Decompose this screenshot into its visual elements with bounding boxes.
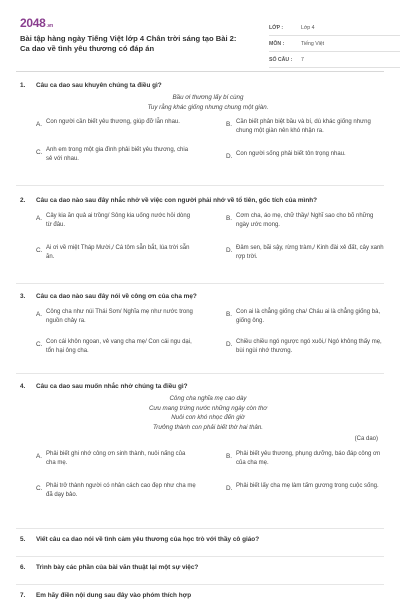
option-c[interactable]: C. Phải trở thành người có nhân cách cao đẹp như cha mẹ đã dạy bảo.: [36, 483, 196, 498]
option-b[interactable]: B. Cơm cha, áo mẹ, chữ thầy/ Nghĩ sao cho bõ những ngày ước mong.: [226, 213, 374, 228]
poem: Bầu ơi thương lấy bí cùng Tuy rằng khác giống nhưng chung một giàn.: [147, 94, 269, 111]
question-prompt: 1. Câu ca dao sau khuyên chúng ta điều gì?: [20, 82, 162, 89]
divider: [16, 373, 384, 374]
meta-row-question-count: SỐ CÂU : 7: [269, 52, 400, 68]
divider: [16, 185, 384, 186]
meta-row-grade: LỚP : Lớp 4: [269, 20, 400, 36]
option-c[interactable]: C. Con cái khôn ngoan, vẻ vang cha mẹ/ Con cái ngu dại, tổn hại ông cha.: [36, 339, 192, 354]
question-prompt: 5. Viết câu ca dao nói về tình cảm yêu thương của học trò với thầy cô giáo?: [20, 536, 260, 543]
option-c[interactable]: C. Ai ơi về miệt Tháp Mười,/ Cá tôm sẵn bắt, lúa trời sẵn ăn.: [36, 245, 190, 260]
divider: [16, 584, 384, 585]
option-b[interactable]: B. Phải biết yêu thương, phụng dưỡng, báo đáp công ơn của cha mẹ.: [226, 451, 381, 466]
question-6: [20, 564, 380, 571]
poem: Công cha nghĩa mẹ cao dày Cưu mang trứng nước những ngày còn thơ Nuôi con khó nhọc đến giờ Trưởng thành con phải biết thờ hai thân.: [148, 395, 268, 431]
question-3: [20, 293, 380, 372]
question-prompt: 6. Trình bày các phần của bài văn thuật lại một sự việc?: [20, 564, 199, 571]
question-prompt: 2. Câu ca dao nào sau đây nhắc nhở về việc con người phải nhớ về tổ tiên, gốc tích của mình?: [20, 197, 318, 204]
option-c[interactable]: C. Anh em trong một gia đình phải biết yêu thương, chia sẻ với nhau.: [36, 147, 189, 162]
option-a[interactable]: A. Phải biết ghi nhớ công ơn sinh thành, nuôi nấng của cha mẹ.: [36, 451, 186, 466]
option-d[interactable]: D. Đâm sen, bãi sậy, rừng tràm,/ Kinh đài xẻ đất, cây xanh rợp trời.: [226, 245, 384, 260]
meta-row-subject: MÔN : Tiếng Việt: [269, 36, 400, 52]
question-2: [20, 197, 384, 276]
question-prompt: 7. Em hãy điền nội dung sau đây vào phóm thích hợp: [20, 592, 192, 599]
option-b[interactable]: B. Con ai là chẳng giống cha/ Cháu ai là chẳng giống bà, giống ông.: [226, 309, 381, 324]
divider: [16, 556, 384, 557]
poem-source: (Ca dao): [354, 436, 378, 442]
option-a[interactable]: A. Cây kia ăn quả ai trồng/ Sông kia uống nước hỏi dòng từ đâu.: [36, 213, 191, 228]
question-prompt: 4. Câu ca dao sau muốn nhắc nhở chúng ta điều gì?: [20, 383, 188, 390]
option-a[interactable]: A. Con người cần biết yêu thương, giúp đỡ lẫn nhau.: [36, 119, 180, 128]
option-b[interactable]: B. Cần biết phân biệt bầu và bí, dù khác giống nhưng chung một giàn nên khó nhận ra.: [226, 119, 371, 134]
option-d[interactable]: D. Chiều chiều ngó ngược ngó xuôi,/ Ngó không thấy mẹ, bùi ngùi nhớ thương.: [226, 339, 382, 354]
question-5: [20, 536, 380, 543]
option-a[interactable]: A. Công cha như núi Thái Sơn/ Nghĩa mẹ như nước trong nguồn chảy ra.: [36, 309, 193, 324]
divider: [16, 528, 384, 529]
option-d[interactable]: D. Phải biết lấy cha mẹ làm tấm gương trong cuộc sống.: [226, 483, 379, 492]
question-1: [20, 82, 380, 174]
worksheet-header: [16, 14, 384, 72]
question-7: [20, 592, 380, 599]
question-prompt: 3. Câu ca dao nào sau đây nói về công ơn của cha mẹ?: [20, 293, 197, 300]
divider: [16, 283, 384, 284]
document-title: Bài tập hàng ngày Tiếng Việt lớp 4 Chân trời sáng tạo Bài 2: Ca dao về tình yêu thương có đáp án: [20, 34, 237, 53]
option-d[interactable]: D. Con người sống phải biết tôn trọng nhau.: [226, 151, 346, 160]
question-4: [20, 383, 380, 514]
site-logo[interactable]: 2048.vn: [20, 16, 53, 30]
meta-info: [269, 20, 400, 68]
